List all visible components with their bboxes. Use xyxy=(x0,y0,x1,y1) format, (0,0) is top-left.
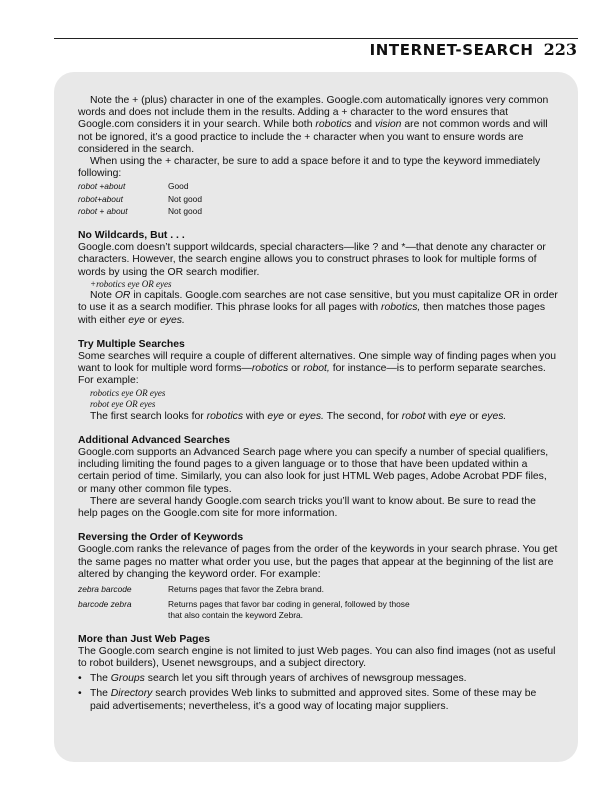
bullet-icon: • xyxy=(78,673,82,685)
running-header xyxy=(370,40,577,59)
example-row: robot + about Not good xyxy=(78,206,202,217)
intro-paragraph-1: Note the + (plus) character in one of the examples. Google.com automatically ignores very common words and does not include them in the results. Adding a + character to the word ensures that Google.com considers it in your search. While both robotics and vision are not common words and will not be ignored, it’s a good practice to include the + character when you want to ensure words are considered in the search. xyxy=(78,95,549,155)
query-example: robotics eye OR eyes xyxy=(90,387,166,398)
bullet-icon: • xyxy=(78,688,82,700)
page-content xyxy=(78,95,558,713)
multiple-paragraph-2: The first search looks for robotics with eye or eyes. The second, for robot with eye or eyes. xyxy=(90,410,507,422)
web-paragraph-1: The Google.com search engine is not limited to just Web pages. You can also find images (not as useful to robot builders), Usenet newsgroups, and a subject directory. xyxy=(78,645,556,669)
advanced-paragraph-2: There are several handy Google.com search tricks you’ll want to know about. Be sure to read the help pages on the Google.com site for more information. xyxy=(78,495,536,520)
example-row: barcode zebra Returns pages that favor bar coding in general, followed by those that also contain the keyword Zebra. xyxy=(78,598,410,621)
heading-more-than-web: More than Just Web Pages xyxy=(78,633,211,645)
heading-wildcards: No Wildcards, But . . . xyxy=(78,229,185,241)
example-row: robot +about Good xyxy=(78,181,189,192)
wildcards-paragraph-2: Note OR in capitals. Google.com searches are not case sensitive, but you must capitalize OR in order to use it as a search modifier. This phrase looks for all pages with robotics, then matches those pages with either eye or eyes. xyxy=(78,290,558,326)
heading-advanced-searches: Additional Advanced Searches xyxy=(78,434,231,446)
heading-reversing-order: Reversing the Order of Keywords xyxy=(78,532,244,544)
example-row: zebra barcode Returns pages that favor the Zebra brand. xyxy=(78,584,324,595)
heading-multiple-searches: Try Multiple Searches xyxy=(78,338,185,350)
advanced-paragraph-1: Google.com supports an Advanced Search page where you can specify a number of special qualifiers, including limiting the found pages to a given language or to those that have been updated within a certain period of time. Similarly, you can also look for just HTML Web pages, Adobe Acrobat PDF files, or many other common file types. xyxy=(78,447,549,495)
section-title: INTERNET-SEARCH xyxy=(369,41,534,59)
reversing-paragraph-1: Google.com ranks the relevance of pages from the order of the keywords in your search phrase. You get the same pages no matter what order you use, but the pages that appear at the beginning of the list are altered by changing the keyword order. For example: xyxy=(78,544,558,580)
query-example: +robotics eye OR eyes xyxy=(90,278,172,289)
bullet-item: • The Directory search provides Web links to submitted and approved sites. Some of these may be paid advertisements; nevertheless, it’s a good way of locating major suppliers. xyxy=(78,688,537,712)
bullet-item: • The Groups search let you sift through years of archives of newsgroup messages. xyxy=(78,673,467,685)
intro-paragraph-2: When using the + character, be sure to add a space before it and to type the keyword immediately following: xyxy=(78,156,541,180)
wildcards-paragraph-1: Google.com doesn’t support wildcards, special characters—like ? and *—that denote any character or characters. However, the search engine allows you to construct phrases to look for multiple forms of words by using the OR search modifier. xyxy=(78,242,546,278)
page-number: 223 xyxy=(543,40,577,59)
multiple-paragraph-1: Some searches will require a couple of different alternatives. One simple way of finding pages when you want to look for multiple word forms—robotics or robot, for instance—is to perform separate searches. For example: xyxy=(78,351,557,387)
header-rule xyxy=(54,38,578,39)
query-example: robot eye OR eyes xyxy=(90,399,156,410)
example-row: robot+about Not good xyxy=(78,193,202,204)
